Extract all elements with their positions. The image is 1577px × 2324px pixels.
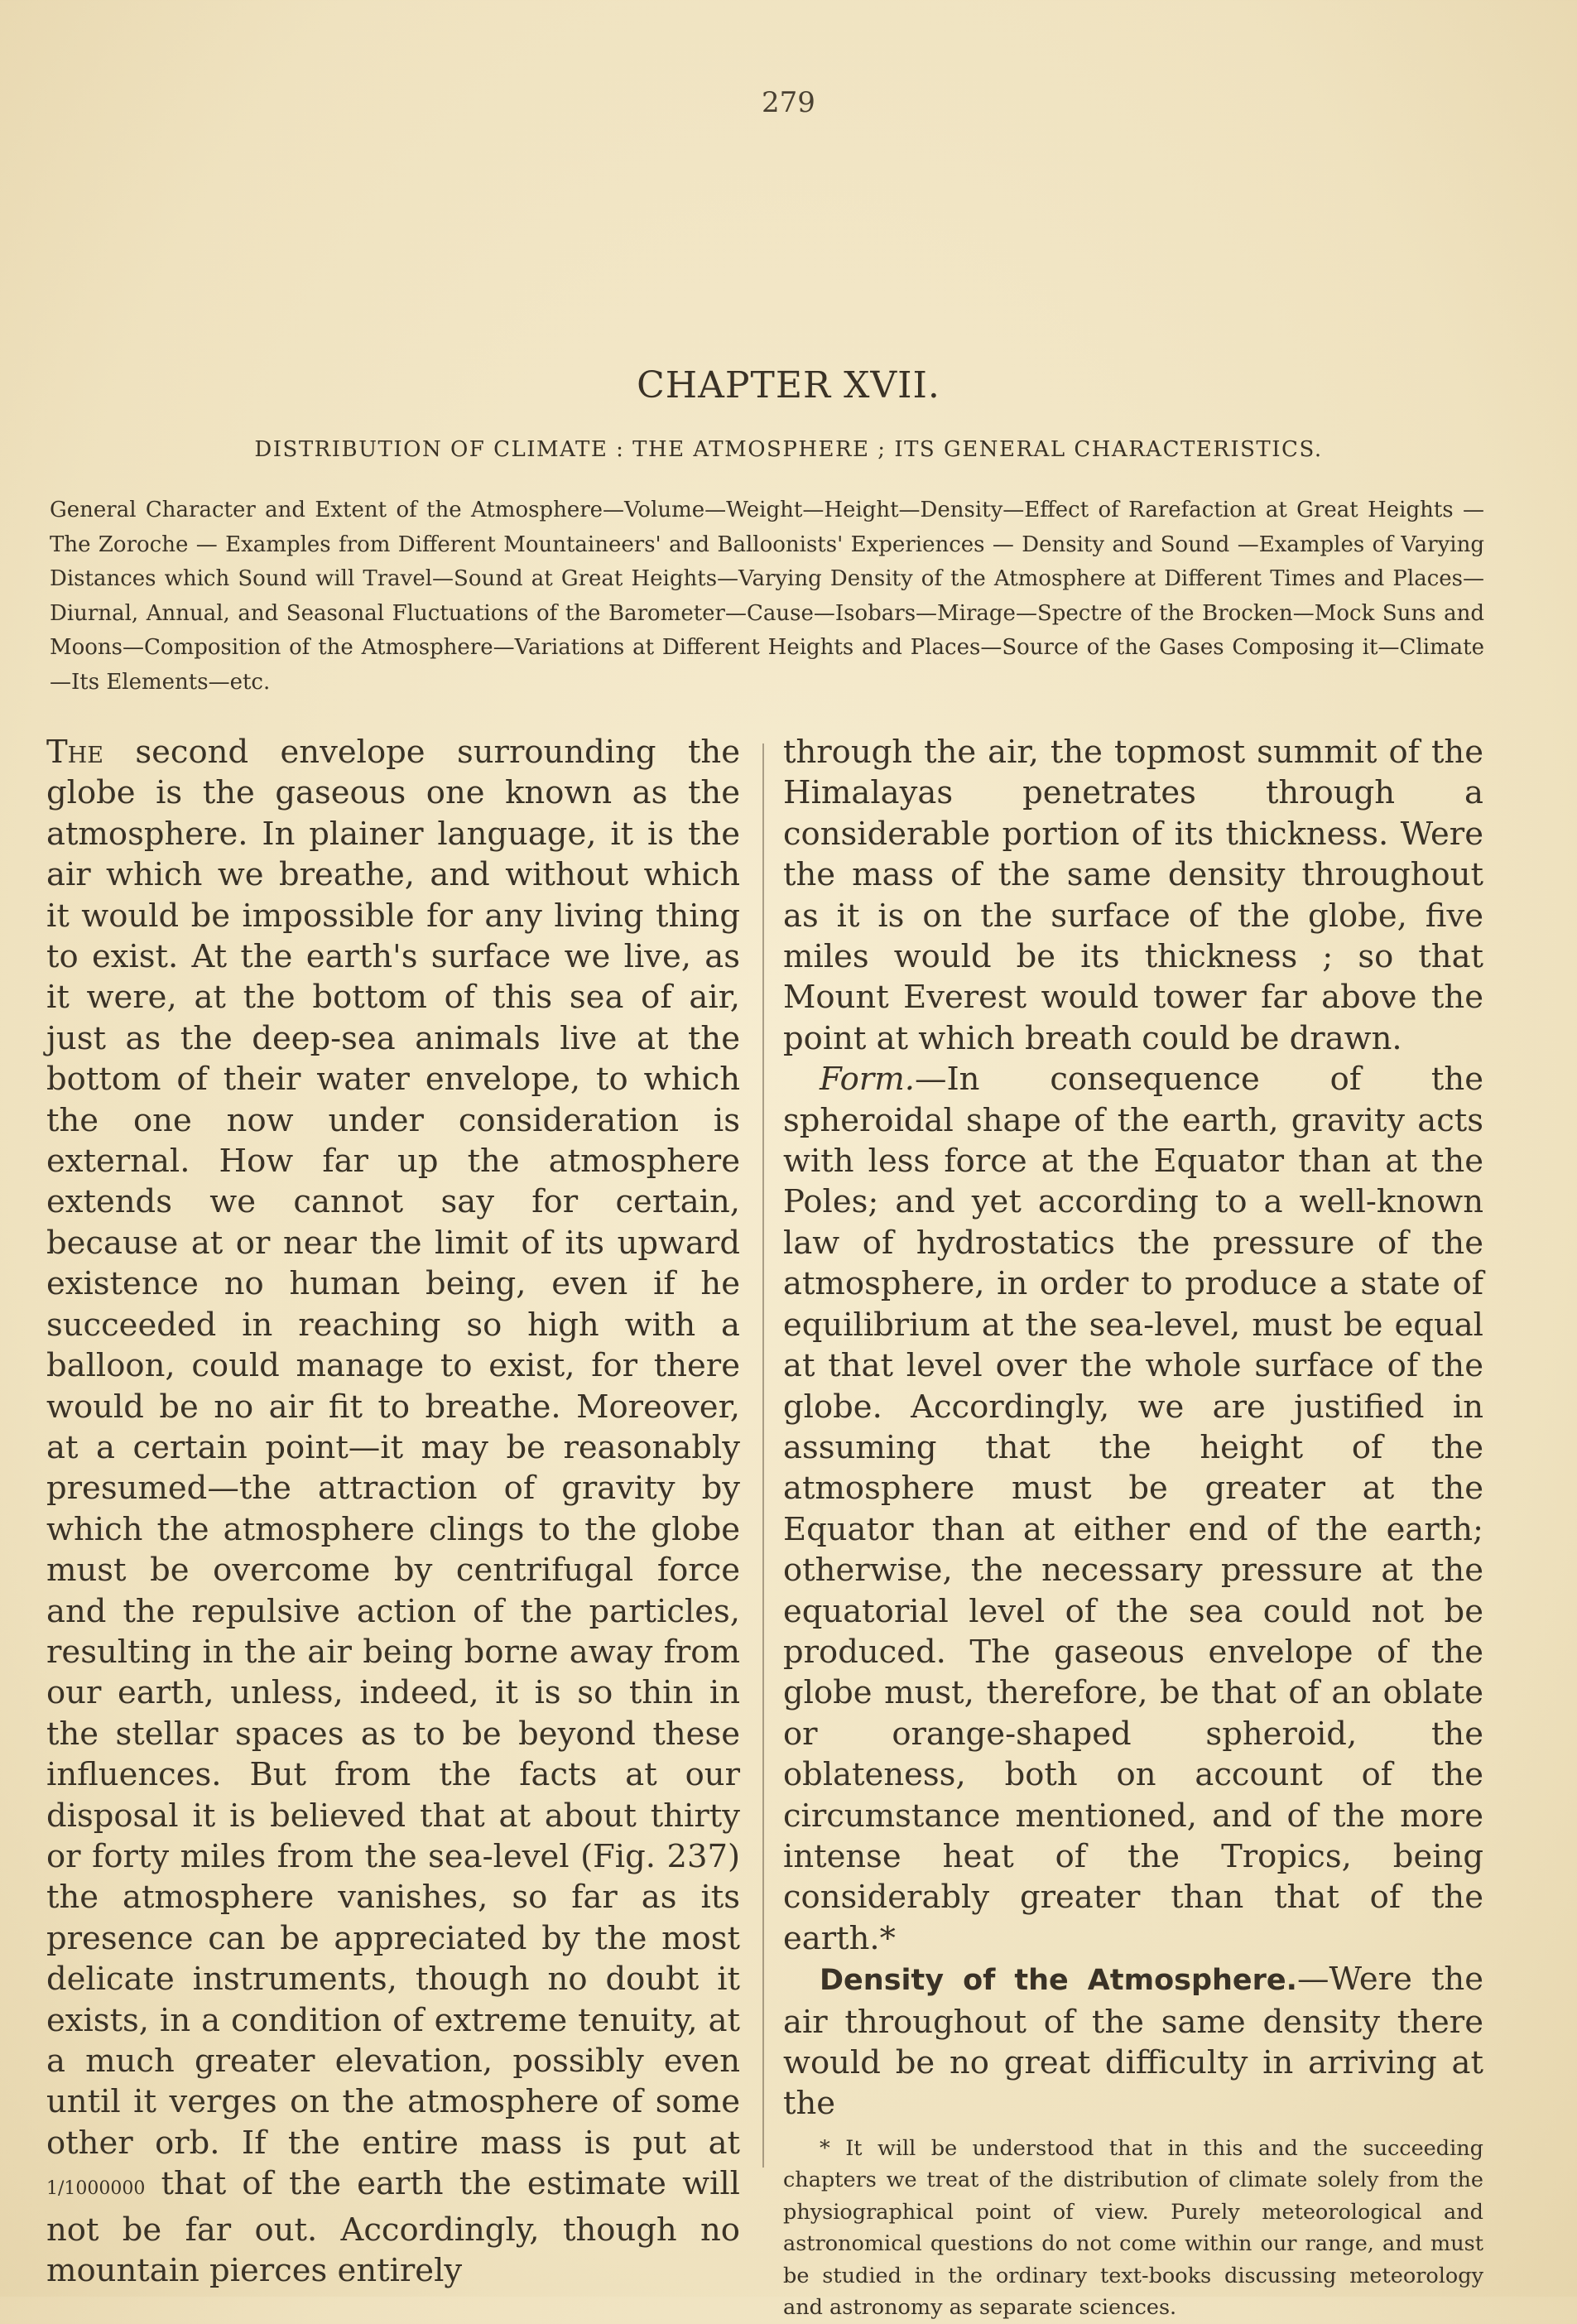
density-heading: Density of the Atmosphere. bbox=[820, 1964, 1297, 1998]
right-column bbox=[783, 732, 1483, 2324]
left-column-text-continued: that of the earth the estimate will not be far out. Accordingly, though no mountain pierces entirely bbox=[46, 2165, 740, 2290]
chapter-subtitle: DISTRIBUTION OF CLIMATE : THE ATMOSPHERE ; ITS GENERAL CHARACTERISTICS. bbox=[254, 437, 1323, 462]
body-paragraph bbox=[46, 732, 740, 2291]
footnote: * It will be understood that in this and the succeeding chapters we treat of the distribution of climate solely from the physiographical point of view. Purely meteorological and astronomical questions do not come within our range, and must be studied in the ordinary text-books discussing meteorology and astronomy as separate sciences. bbox=[783, 2135, 1483, 2321]
column-divider bbox=[762, 743, 764, 2168]
density-text: —Were the air throughout of the same density there would be no great difficulty in arriving at the bbox=[783, 1961, 1483, 2123]
page-number: 279 bbox=[762, 86, 815, 119]
form-heading: Form. bbox=[820, 1061, 915, 1099]
chapter-synopsis: General Character and Extent of the Atmosphere—Volume—Weight—Height—Density—Effect of Rarefaction at Great Heights — The Zoroche — Examples from Different Mountaineers' and Balloonists' Experiences — Density and Sound —Examples of Varying Distances which Sound will Travel—Sound at Great Heights—Varying Density of the Atmosphere at Different Times and Places—Diurnal, Annual, and Seasonal Fluctuations of the Barometer—Cause—Isobars—Mirage—Spectre of the Brocken—Mock Suns and Moons—Composition of the Atmosphere—Variations at Different Heights and Places—Source of the Gases Composing it—Climate—Its Elements—etc. bbox=[50, 498, 1484, 695]
body-paragraph: through the air, the topmost summit of the Himalayas penetrates through a considerable portion of its thickness. Were the mass of the same density throughout as it is on the surface of the globe, five miles would be its thickness ; so that Mount Everest would tower far above the point at which breath could be drawn. bbox=[783, 734, 1483, 1057]
left-column-text: second envelope surrounding the globe is the gaseous one known as the atmosphere. In plainer language, it is the air which we breathe, and without which it would be impossible for any living thing to exist. At the earth's surface we live, as it were, at the bottom of this sea of air, just as the deep-sea animals live at the bottom of their water envelope, to which the one now under consideration is external. How far up the atmosphere extends we cannot say for certain, because at or near the limit of its upward existence no human being, even if he succeeded in reaching so high with a balloon, could manage to exist, for there would be no air fit to breathe. Moreover, at a certain point—it may be reasonably presumed—the attraction of gravity by which the atmosphere clings to the globe must be overcome by centrifugal force and the repulsive action of the particles, resulting in the air being borne away from our earth, unless, indeed, it is so thin in the stellar spaces as to be beyond these influences. But from the facts at our disposal it is believed that at about thirty or forty miles from the sea-level (Fig. 237) the atmosphere vanishes, so far as its presence can be appreciated by the most delicate instruments, though no doubt it exists, in a condition of extreme tenuity, at a much greater elevation, possibly even until it verges on the atmosphere of some other orb. If the entire mass is put at bbox=[46, 734, 740, 2162]
fraction: 1/1000000 bbox=[46, 2178, 146, 2200]
opening-word: The bbox=[46, 734, 103, 771]
left-column bbox=[46, 732, 740, 2291]
density-paragraph bbox=[783, 1959, 1483, 2124]
form-text: —In consequence of the spheroidal shape of the earth, gravity acts with less force at the Equator than at the Poles; and yet according to a well-known law of hydrostatics the pressure of the atmosphere, in order to produce a state of equilibrium at the sea-level, must be equal at that level over the whole surface of the globe. Accordingly, we are justified in assuming that the height of the atmosphere must be greater at the Equator than at either end of the earth; otherwise, the necessary pressure at the equatorial level of the sea could not be produced. The gaseous envelope of the globe must, therefore, be that of an oblate or orange-shaped spheroid, the oblateness, both on account of the circumstance mentioned, and of the more intense heat of the Tropics, being considerably greater than that of the earth.* bbox=[783, 1061, 1483, 1957]
chapter-title: CHAPTER XVII. bbox=[637, 364, 940, 407]
form-paragraph bbox=[783, 1059, 1483, 1959]
